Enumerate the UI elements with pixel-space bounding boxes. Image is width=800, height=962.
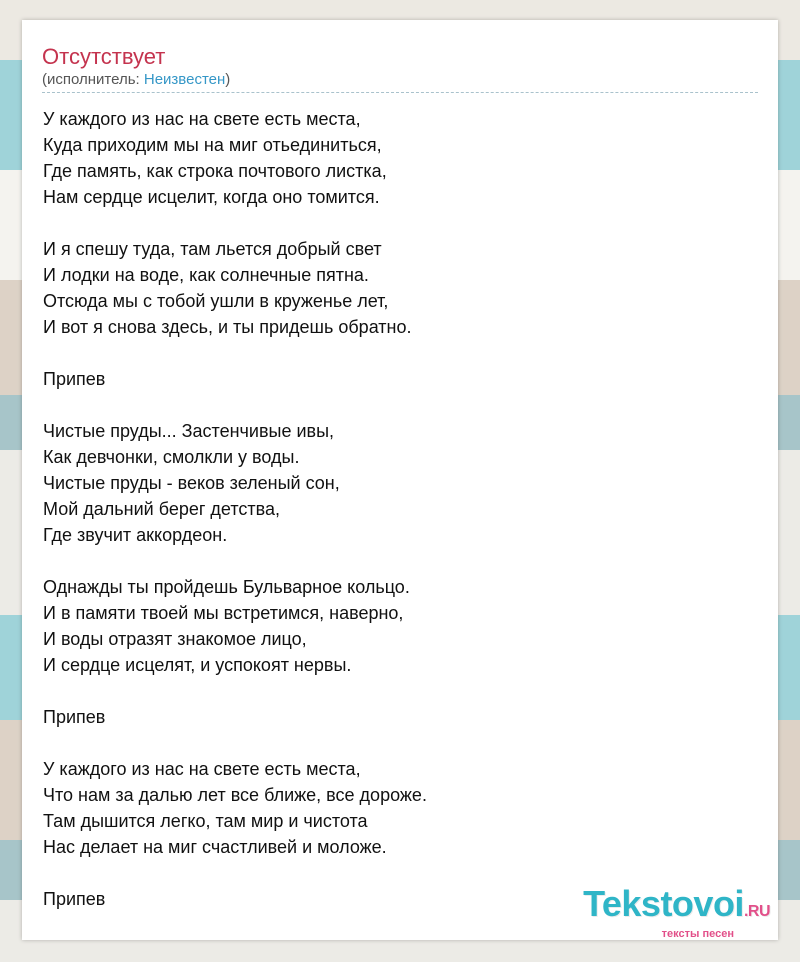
lyric-line: Чистые пруды - веков зеленый сон, bbox=[43, 473, 340, 493]
lyric-line: Отсюда мы с тобой ушли в круженье лет, bbox=[43, 291, 389, 311]
song-title: Отсутствует bbox=[42, 44, 166, 69]
logo-wordmark bbox=[583, 883, 770, 930]
artist-link[interactable]: Неизвестен bbox=[143, 71, 226, 88]
lyric-line: И сердце исцелят, и успокоят нервы. bbox=[43, 655, 352, 675]
lyrics-text bbox=[43, 106, 759, 912]
stanza-gap bbox=[43, 678, 759, 704]
lyric-line: Чистые пруды... Застенчивые ивы, bbox=[43, 421, 335, 441]
artist-prefix: (исполнитель: bbox=[42, 71, 144, 88]
site-logo[interactable] bbox=[583, 883, 770, 940]
artist-suffix: ) bbox=[225, 71, 231, 88]
lyric-line: Там дышится легко, там мир и чистота bbox=[43, 811, 368, 831]
lyric-line: У каждого из нас на свете есть места, bbox=[43, 109, 361, 129]
lyric-line: Что нам за далью лет все ближе, все дороже. bbox=[43, 785, 427, 805]
lyric-line: И в памяти твоей мы встретимся, наверно, bbox=[43, 603, 404, 623]
logo-subtitle: тексты песен bbox=[661, 928, 734, 940]
artist-line bbox=[42, 70, 758, 90]
lyric-line: И лодки на воде, как солнечные пятна. bbox=[43, 265, 369, 285]
lyric-line: И воды отразят знакомое лицо, bbox=[43, 629, 307, 649]
lyrics-card bbox=[22, 20, 778, 940]
lyric-line: Где память, как строка почтового листка, bbox=[43, 161, 387, 181]
lyric-line: И я спешу туда, там льется добрый свет bbox=[43, 239, 382, 259]
stanza-gap bbox=[43, 340, 759, 366]
lyric-line: Куда приходим мы на миг отьединиться, bbox=[43, 135, 382, 155]
lyric-line: И вот я снова здесь, и ты придешь обратно. bbox=[43, 317, 412, 337]
logo-tld: .RU bbox=[743, 903, 770, 920]
stanza-gap bbox=[43, 392, 759, 418]
lyric-line: Нас делает на миг счастливей и моложе. bbox=[43, 837, 387, 857]
stanza-gap bbox=[43, 548, 759, 574]
logo-main-text: Tekstovoi bbox=[583, 883, 744, 924]
lyric-line: Припев bbox=[43, 369, 106, 389]
lyric-line: Припев bbox=[43, 707, 106, 727]
song-header bbox=[42, 44, 758, 93]
lyric-line: Однажды ты пройдешь Бульварное кольцо. bbox=[43, 577, 410, 597]
lyric-line: У каждого из нас на свете есть места, bbox=[43, 759, 361, 779]
stanza-gap bbox=[43, 210, 759, 236]
lyric-line: Где звучит аккордеон. bbox=[43, 525, 228, 545]
stanza-gap bbox=[43, 730, 759, 756]
lyric-line: Припев bbox=[43, 889, 106, 909]
lyric-line: Нам сердце исцелит, когда оно томится. bbox=[43, 187, 380, 207]
lyric-line: Как девчонки, смолкли у воды. bbox=[43, 447, 300, 467]
lyric-line: Мой дальний берег детства, bbox=[43, 499, 280, 519]
